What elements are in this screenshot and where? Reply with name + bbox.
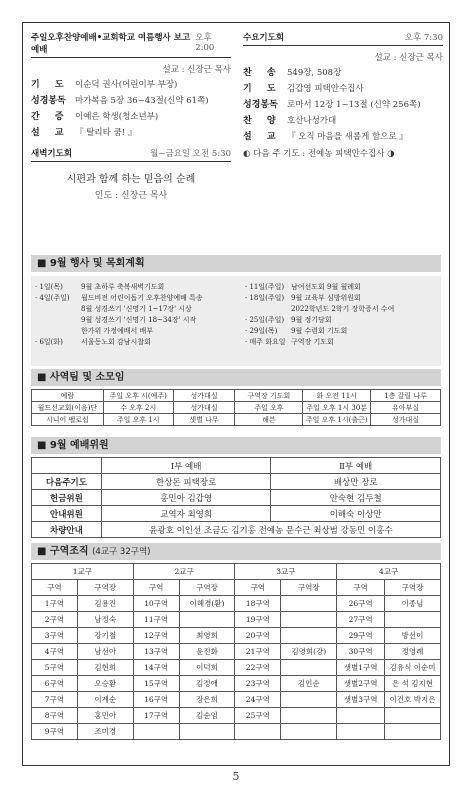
order-item: [243, 99, 443, 111]
district-leader: 남선아: [77, 644, 133, 660]
district-name: [133, 724, 179, 740]
wednesday-header: [243, 31, 443, 46]
district-name: 12구역: [133, 628, 179, 644]
district-name: 27구역: [337, 612, 385, 628]
district-name: 11구역: [133, 612, 179, 628]
col-district: 구역: [337, 580, 385, 596]
district-leader: 강기철: [77, 628, 133, 644]
district-leader: [281, 692, 337, 708]
district-name: [235, 724, 281, 740]
event-date: · 6일(화): [35, 338, 63, 346]
dawn-header: [31, 147, 231, 162]
district-leader: 최영희: [179, 628, 235, 644]
district-leader: 오승환: [77, 676, 133, 692]
district-name: 24구역: [235, 692, 281, 708]
event-name: 9월 수렴회 기도회: [291, 327, 348, 335]
district-row: [32, 708, 441, 724]
district-row: [32, 644, 441, 660]
district-leader: 정영례: [385, 644, 441, 660]
event-date: · 4일(주일): [35, 294, 70, 302]
events-banner: [31, 255, 441, 272]
ministry-row: [32, 390, 441, 402]
ministry-cell: 예람: [32, 390, 104, 402]
event-date: · 매주 화요일: [245, 338, 286, 346]
event-date: · 18일(주일): [245, 294, 285, 302]
ministry-row: [32, 414, 441, 426]
order-item: [243, 131, 443, 143]
events-right-column: [245, 282, 437, 348]
order-item: [31, 111, 231, 123]
dawn-time: 월~금요일 오전 5:30: [150, 149, 231, 159]
ministry-cell: 월드선교회(이음)단: [32, 402, 104, 414]
district-name: [337, 724, 385, 740]
order-item: [31, 95, 231, 107]
ministry-cell: 구역장 기도회: [235, 390, 303, 402]
order-value: 마가복음 5장 36~43절(신약 61쪽): [75, 96, 209, 106]
event-item: [35, 315, 235, 326]
district-leader: 조미경: [77, 724, 133, 740]
page-number: 5: [232, 770, 240, 783]
ministry-cell: 성가대실: [173, 390, 235, 402]
order-item: [243, 115, 443, 127]
ministry-cell: 1층 갈릴 나루: [371, 390, 441, 402]
district-group-3: 3교구: [235, 564, 337, 580]
ministry-cell: 주일 오후 1시 30분: [303, 402, 371, 414]
col-district: 구역: [32, 580, 78, 596]
district-leader: [179, 724, 235, 740]
worship-header-1: Ⅰ부 예배: [101, 458, 271, 474]
ministry-cell: 성가대실: [371, 414, 441, 426]
district-name: 16구역: [133, 692, 179, 708]
order-value: 로마서 12장 1~13절 (신약 256쪽): [287, 100, 421, 110]
order-value: 호산나성가대: [287, 116, 337, 126]
district-leader: 방선이: [385, 628, 441, 644]
event-name: 구역장 기도회: [291, 338, 334, 346]
district-name: [337, 708, 385, 724]
event-name: 9월 초하루 축복새벽기도회: [81, 283, 165, 291]
district-leader: [281, 612, 337, 628]
event-item: [245, 315, 437, 326]
sunday-afternoon-header: [31, 31, 231, 58]
event-date: [35, 304, 81, 315]
event-name: 9월 교육부 심방위원회: [291, 294, 361, 302]
sunday-afternoon-preacher: 설교 : 신장근 목사: [162, 65, 231, 75]
order-item: [243, 83, 443, 95]
worship-row: [32, 490, 441, 506]
ministry-cell: 성가대실: [173, 402, 235, 414]
ministry-banner: [31, 369, 441, 386]
event-name: 9월 정기당회: [291, 316, 332, 324]
district-name: 8구역: [32, 708, 78, 724]
order-value: 김갑영 피택안수집사: [287, 84, 364, 94]
event-item: [245, 293, 437, 304]
district-leader: 이건호 박지은: [385, 692, 441, 708]
event-date: · 11일(주일): [245, 283, 285, 291]
order-item: [31, 127, 231, 139]
wednesday-title: 수요기도회: [243, 33, 285, 43]
col-district: 구역: [235, 580, 281, 596]
district-leader: [385, 724, 441, 740]
district-row: [32, 692, 441, 708]
event-name: 남여선도회 9월 월례회: [291, 283, 361, 291]
district-row: [32, 628, 441, 644]
district-name: 샛별1구역: [337, 660, 385, 676]
district-name: 20구역: [235, 628, 281, 644]
district-name: 10구역: [133, 596, 179, 612]
district-leader: [179, 612, 235, 628]
district-name: 6구역: [32, 676, 78, 692]
district-leader: 홍민아: [77, 708, 133, 724]
district-leader: [281, 708, 337, 724]
col-district: 구역: [133, 580, 179, 596]
district-leader: 윤진화: [179, 644, 235, 660]
district-name: 2구역: [32, 612, 78, 628]
district-name: 18구역: [235, 596, 281, 612]
ministry-cell: 해븐: [235, 414, 303, 426]
event-item: [35, 304, 235, 315]
worship-role: 안내위원: [32, 506, 102, 522]
event-name: 월드비전 어린이돕기 오후찬양예배 특송: [81, 294, 203, 302]
order-value: 549장, 508장: [287, 68, 342, 78]
district-name: 25구역: [235, 708, 281, 724]
district-name: 22구역: [235, 660, 281, 676]
ministry-cell: 시니어 펠로십: [32, 414, 104, 426]
order-label: 찬 양: [243, 116, 282, 126]
event-item: [35, 337, 235, 348]
dawn-title: 새벽기도회: [31, 149, 73, 159]
order-label: 성경봉독: [243, 100, 278, 110]
district-row: [32, 660, 441, 676]
district-leader: [385, 708, 441, 724]
events-box: [31, 276, 441, 366]
ministry-cell: 샛별 나무: [173, 414, 235, 426]
worship-header-2: Ⅱ부 예배: [271, 458, 441, 474]
districts-title: ■ 구역조직: [37, 546, 89, 557]
district-name: 23구역: [235, 676, 281, 692]
district-leader: 이계순: [77, 692, 133, 708]
events-left-column: [35, 282, 235, 348]
worship-corner: [32, 458, 102, 474]
parking-row: [32, 522, 441, 538]
wednesday-preacher: 설교 : 신장근 목사: [374, 53, 443, 63]
district-name: 3구역: [32, 628, 78, 644]
district-name: 19구역: [235, 612, 281, 628]
district-name: 17구역: [133, 708, 179, 724]
worship-banner: [31, 437, 441, 454]
event-item: [245, 304, 437, 315]
district-leader: [281, 628, 337, 644]
district-row: [32, 724, 441, 740]
worship-role: 헌금위원: [32, 490, 102, 506]
events-title: ■ 9월 행사 및 목회계획: [37, 258, 145, 269]
event-name: 8월 성경쓰기 '신명기 1~17장' 시상: [81, 305, 192, 313]
worship-role: 다음주기도: [32, 474, 102, 490]
dawn-leader: 인도 : 신장근 목사: [94, 191, 168, 201]
order-label: 성경봉독: [31, 96, 66, 106]
district-leader: 은 석 김지현: [385, 676, 441, 692]
event-date: · 1일(목): [35, 283, 63, 291]
event-date: [245, 304, 291, 315]
event-date: [35, 315, 81, 326]
district-row: [32, 612, 441, 628]
ministry-cell: 주일 오후 1시(출근): [303, 414, 371, 426]
district-name: 14구역: [133, 660, 179, 676]
worship-second-service: 배상만 장로: [271, 474, 441, 490]
worship-first-service: 홍민아 김갑영: [101, 490, 271, 506]
district-name: 1구역: [32, 596, 78, 612]
district-leader: 장은희: [179, 692, 235, 708]
ministry-table: [31, 389, 441, 426]
district-leader: 김현희: [77, 660, 133, 676]
district-leader: 김유식 이순미: [385, 660, 441, 676]
parking-names: 윤광호 이인선 조금도 김기홍 전예농 문수근 최상범 강동민 이홍수: [101, 522, 440, 538]
wednesday-section: [243, 31, 443, 159]
ministry-cell: 주일 오후: [235, 402, 303, 414]
event-item: [35, 326, 235, 337]
order-value: 이예은 학생(청소년부): [75, 112, 159, 122]
order-value: 『 탈리타 쿰! 』: [75, 128, 137, 138]
sunday-afternoon-time: 오후 2:00: [195, 33, 215, 53]
parking-role: 차량안내: [32, 522, 102, 538]
district-row: [32, 676, 441, 692]
event-name: 서울동노회 감남시찰회: [81, 338, 151, 346]
district-leader: [385, 612, 441, 628]
order-item: [31, 79, 231, 91]
next-week-prayer: ◐ 다음 주 기도 : 전예농 피택안수집사 ◑: [243, 149, 395, 159]
dawn-prayer-section: [31, 147, 231, 201]
district-leader: 남정숙: [77, 612, 133, 628]
district-name: 샛별3구역: [337, 692, 385, 708]
event-name: 2022학년도 2학기 장학증서 수여: [291, 305, 395, 313]
district-leader: 이혜경(환): [179, 596, 235, 612]
district-leader: [281, 596, 337, 612]
dawn-series: 시편과 함께 하는 믿음의 순례: [66, 174, 196, 185]
district-name: 13구역: [133, 644, 179, 660]
district-group-row: [32, 564, 441, 580]
district-name: 26구역: [337, 596, 385, 612]
district-leader: 김순임: [179, 708, 235, 724]
district-leader: 김인순: [281, 676, 337, 692]
bulletin-page: [22, 22, 450, 766]
district-group-1: 1교구: [32, 564, 134, 580]
district-leader: 이덕희: [179, 660, 235, 676]
district-columns-row: [32, 580, 441, 596]
ministry-cell: 화 오전 11시: [303, 390, 371, 402]
district-name: 9구역: [32, 724, 78, 740]
worship-row: [32, 474, 441, 490]
district-leader: 김정애: [179, 676, 235, 692]
sunday-afternoon-section: [31, 31, 231, 201]
ministry-cell: 수 오후 2시: [103, 402, 173, 414]
ministry-cell: 유아부실: [371, 402, 441, 414]
district-group-2: 2교구: [133, 564, 235, 580]
col-leader: 구역장: [385, 580, 441, 596]
sunday-afternoon-title: 주일오후찬양예배•교회학교 여름행사 보고예배: [31, 33, 191, 55]
order-label: 간 증: [31, 112, 70, 122]
event-name: 한가위 가정예배서 배부: [81, 327, 154, 335]
event-name: 9월 성경쓰기 '신명기 18~34장' 시작: [81, 316, 197, 324]
ministry-row: [32, 402, 441, 414]
district-leader: 이종님: [385, 596, 441, 612]
col-leader: 구역장: [281, 580, 337, 596]
worship-title: ■ 9월 예배위원: [37, 440, 109, 451]
district-name: 21구역: [235, 644, 281, 660]
order-value: 『 오직 마음을 새롭게 함으로 』: [287, 132, 408, 142]
ministry-cell: 주일 오후 1시: [103, 414, 173, 426]
order-label: 기 도: [31, 80, 70, 90]
district-name: 30구역: [337, 644, 385, 660]
worship-first-service: 교역자 최영희: [101, 506, 271, 522]
worship-second-service: 안숙현 김두철: [271, 490, 441, 506]
worship-table: [31, 457, 441, 538]
col-leader: 구역장: [179, 580, 235, 596]
event-item: [35, 282, 235, 293]
event-date: · 25일(주일): [245, 316, 285, 324]
worship-first-service: 한상돈 피택장로: [101, 474, 271, 490]
event-item: [245, 337, 437, 348]
district-row: [32, 596, 441, 612]
district-name: 샛별2구역: [337, 676, 385, 692]
districts-table: [31, 563, 441, 740]
order-label: 설 교: [31, 128, 70, 138]
ministry-cell: 주일 오후 시(예주): [103, 390, 173, 402]
district-leader: 김영희(강): [281, 644, 337, 660]
districts-subtitle: (4교구 32구역): [92, 547, 151, 557]
districts-banner: [31, 543, 441, 560]
district-group-4: 4교구: [337, 564, 441, 580]
order-label: 기 도: [243, 84, 282, 94]
district-leader: 김용진: [77, 596, 133, 612]
worship-header-row: [32, 458, 441, 474]
event-item: [245, 326, 437, 337]
event-date: [35, 326, 81, 337]
district-name: 29구역: [337, 628, 385, 644]
event-item: [245, 282, 437, 293]
event-item: [35, 293, 235, 304]
worship-row: [32, 506, 441, 522]
order-item: [243, 67, 443, 79]
worship-second-service: 이해숙 이상만: [271, 506, 441, 522]
district-name: 15구역: [133, 676, 179, 692]
order-label: 설 교: [243, 132, 282, 142]
event-date: · 29일(목): [245, 327, 278, 335]
col-leader: 구역장: [77, 580, 133, 596]
district-leader: [281, 660, 337, 676]
order-label: 찬 송: [243, 68, 282, 78]
district-leader: [281, 724, 337, 740]
wednesday-time: 오후 7:30: [404, 33, 443, 43]
district-name: 5구역: [32, 660, 78, 676]
order-value: 이순덕 권사(어린이부 부장): [75, 80, 178, 90]
district-name: 7구역: [32, 692, 78, 708]
ministry-title: ■ 사역팀 및 소모임: [37, 372, 125, 383]
district-name: 4구역: [32, 644, 78, 660]
